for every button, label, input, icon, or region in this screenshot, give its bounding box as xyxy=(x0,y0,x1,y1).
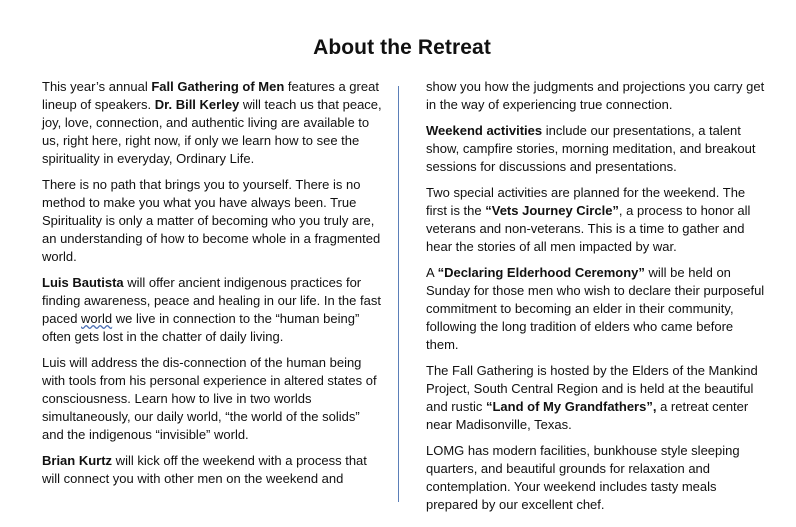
text: will offer ancient indigenous practices for finding awareness, peace and healing in our life. In the fast paced xyxy=(42,275,381,326)
text: This year’s annual xyxy=(42,79,152,94)
text: will teach us that peace, joy, love, connection, and authentic living are available to us, right here, right now, if only we learn how to see the spirituality in everyday, Ordinary Life. xyxy=(42,97,382,166)
speaker-name: Brian Kurtz xyxy=(42,453,113,468)
paragraph-weekend-activities xyxy=(426,122,766,176)
text: we live in connection to the “human being” often gets lost in the chatter of daily living. xyxy=(42,311,360,344)
paragraph-facilities: LOMG has modern facilities, bunkhouse style sleeping quarters, and beautiful grounds for relaxation and contemplation. Your weekend includes tasty meals prepared by our excellent chef. xyxy=(426,443,740,512)
text: include our presentations, a talent show, campfire stories, morning meditation, and breakout sessions for discussions and presentations. xyxy=(426,123,756,174)
speaker-name: Dr. Bill Kerley xyxy=(154,97,240,112)
left-column xyxy=(42,78,382,496)
activity-name: “Declaring Elderhood Ceremony” xyxy=(437,265,645,280)
text: The Fall Gathering is hosted by the Elders of the Mankind Project, South Central Region and is held at the beautiful and rustic xyxy=(426,363,758,414)
paragraph-fall-gathering xyxy=(42,78,382,168)
paragraph-spirituality: There is no path that brings you to yourself. There is no method to make you what you have always been. True Spirituality is only a matter of becoming who you truly are, an understanding of how to become whole in a fragmented world. xyxy=(42,177,381,264)
speaker-name: Luis Bautista xyxy=(42,275,124,290)
paragraph-vets-journey xyxy=(426,184,766,256)
column-divider xyxy=(398,86,399,502)
paragraph-two-worlds: Luis will address the dis-connection of the human being with tools from his personal experience in altered states of consciousness. Learn how to live in two worlds simultaneously, our daily world, “the world of the solids” and the indigenous “invisible” world. xyxy=(42,355,377,442)
venue-name: “Land of My Grandfathers”, xyxy=(485,399,657,414)
right-column xyxy=(426,78,766,522)
heading-inline: Weekend activities xyxy=(426,123,543,138)
text: a retreat center near Madisonville, Texas. xyxy=(426,399,749,432)
text: features a great lineup of speakers. xyxy=(42,79,379,112)
paragraph-luis-bautista xyxy=(42,274,382,346)
text: A xyxy=(426,265,438,280)
paragraph-connection: show you how the judgments and projections you carry get in the way of experiencing true connection. xyxy=(426,79,765,112)
paragraph-brian-kurtz xyxy=(42,452,382,488)
text: will be held on Sunday for those men who wish to declare their purposeful commitment to becoming an elder in their community, following the long tradition of elders who came before them. xyxy=(426,265,765,352)
page-title: About the Retreat xyxy=(313,36,491,59)
text: Two special activities are planned for the weekend. The first is the xyxy=(426,185,746,218)
activity-name: “Vets Journey Circle” xyxy=(485,203,619,218)
text: , a process to honor all veterans and non-veterans. This is a time to gather and hear the stories of all men impacted by war. xyxy=(426,203,751,254)
text: will kick off the weekend with a process that will connect you with other men on the weekend and xyxy=(42,453,367,486)
event-name: Fall Gathering of Men xyxy=(151,79,285,94)
paragraph-host-location xyxy=(426,362,766,434)
flagged-word: world xyxy=(81,311,113,326)
paragraph-elderhood xyxy=(426,264,766,354)
